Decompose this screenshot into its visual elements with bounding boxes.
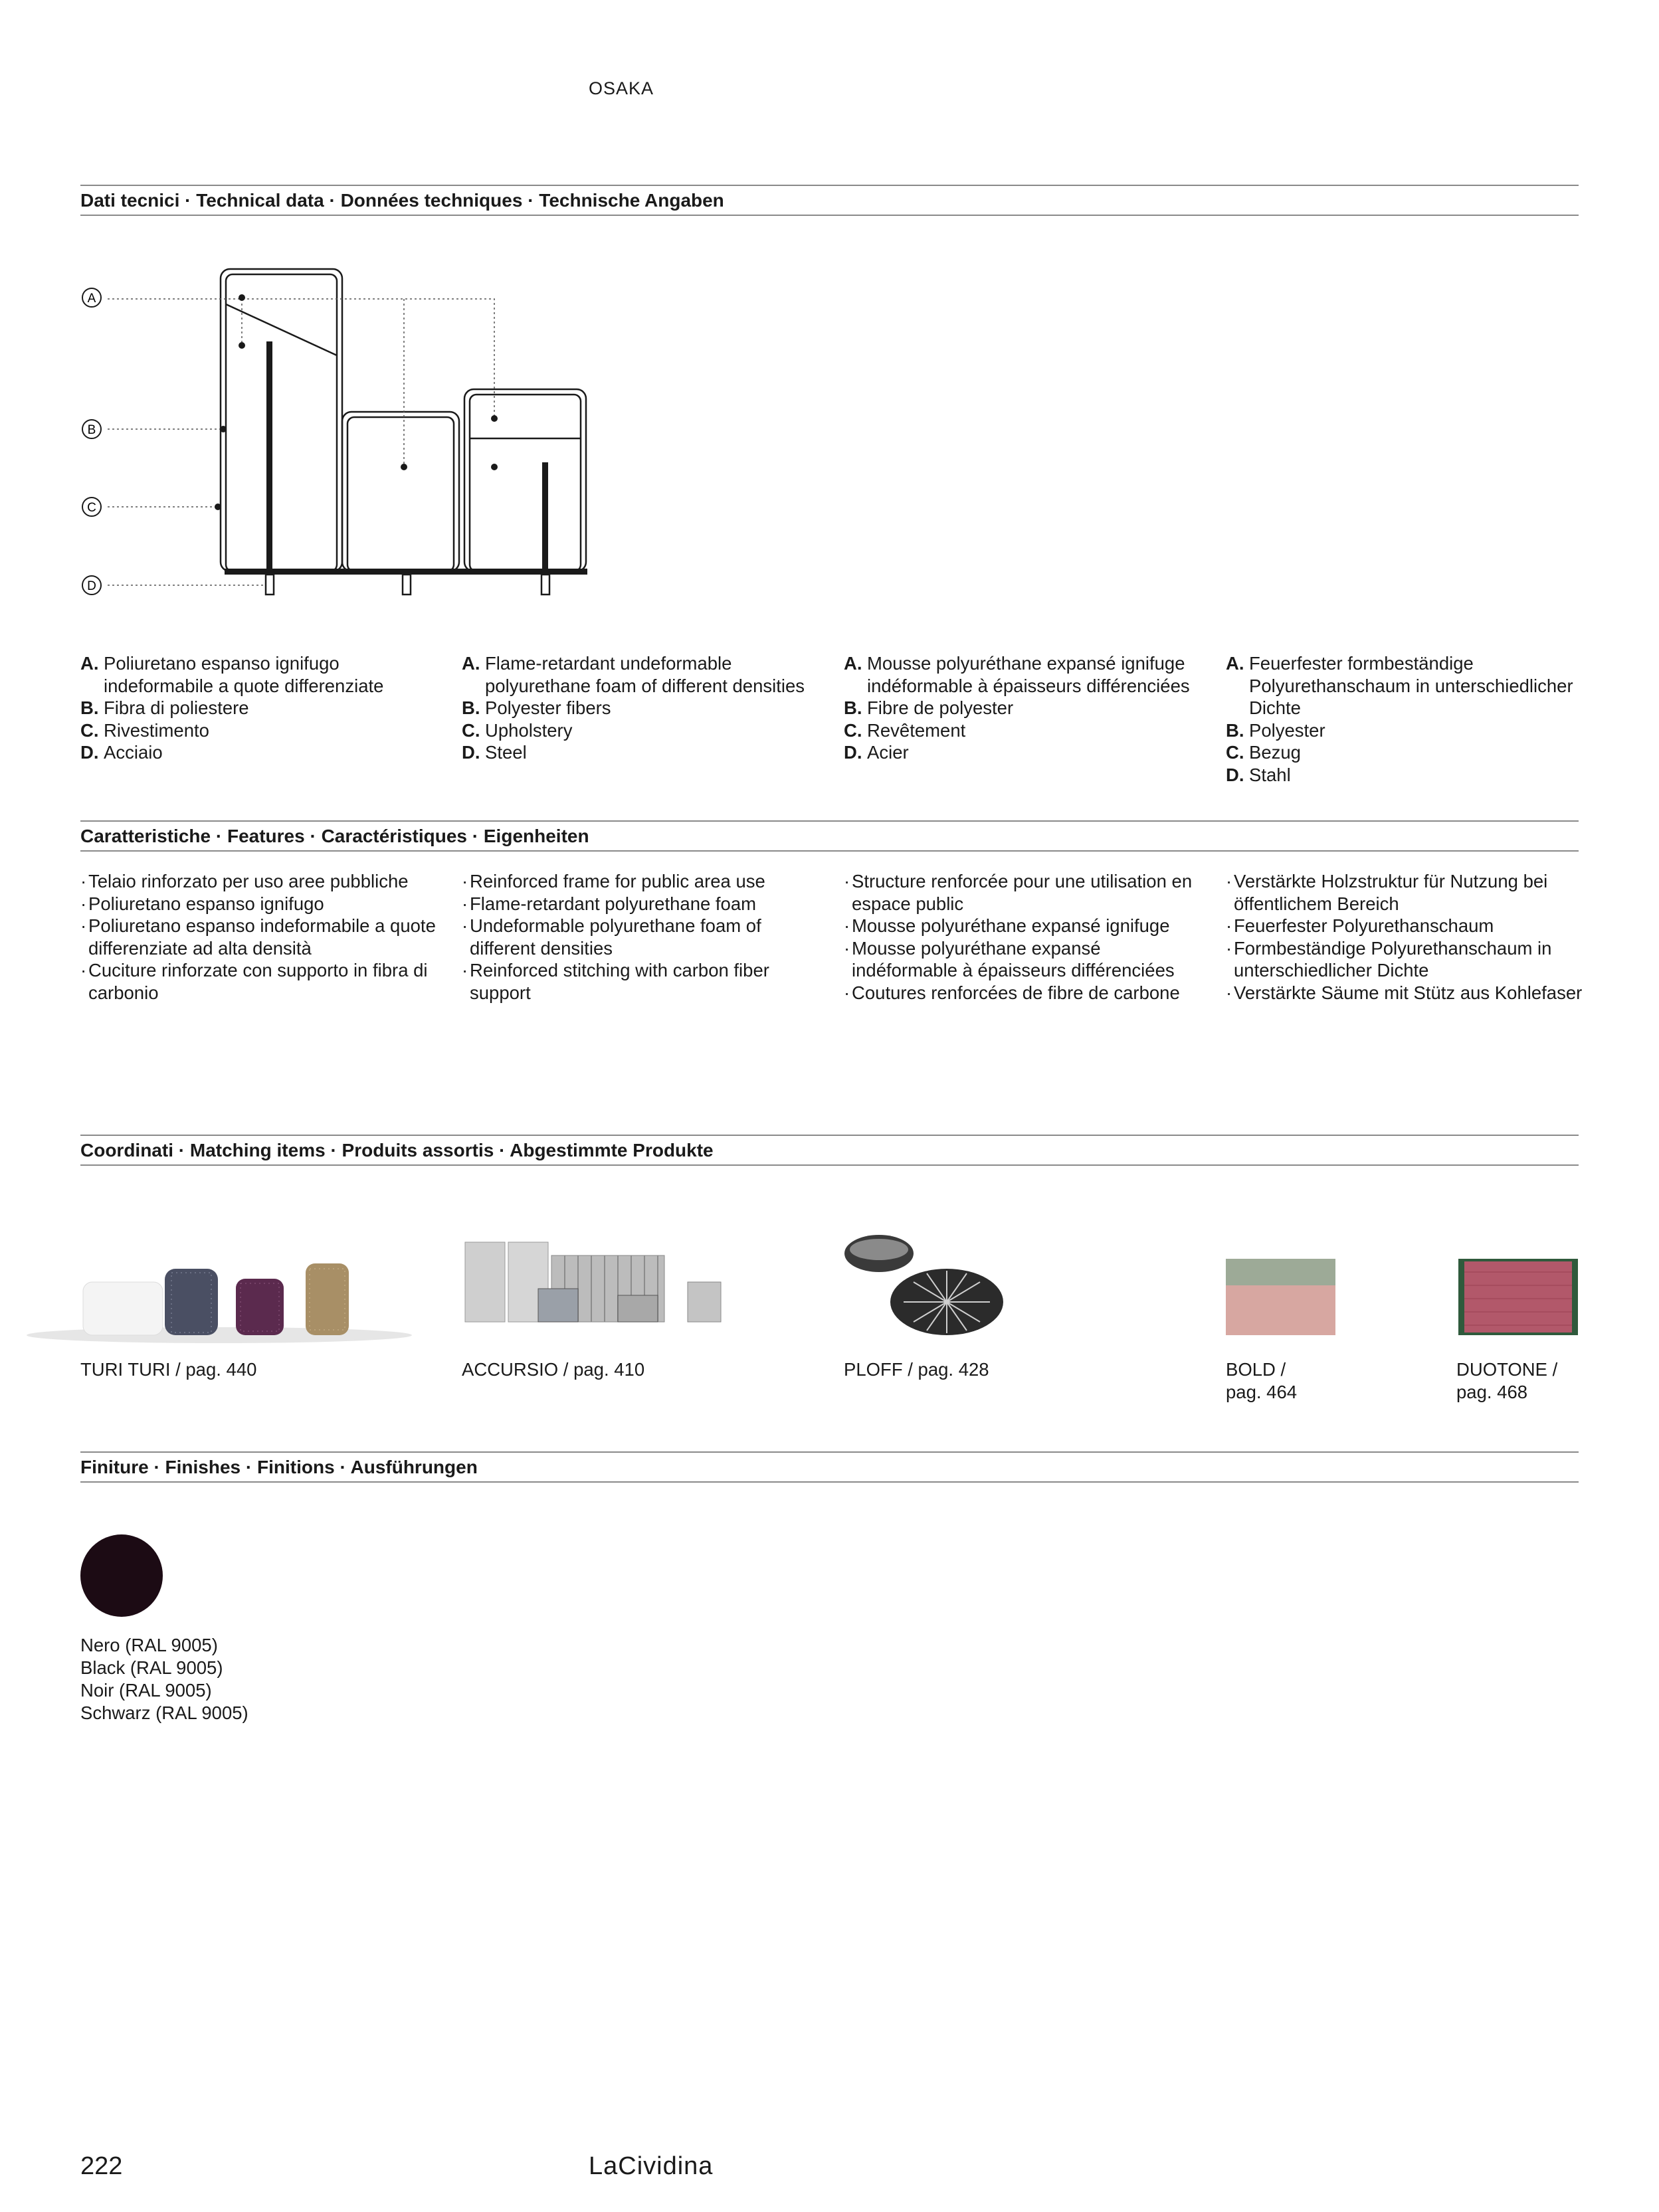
foot-middle (403, 575, 411, 595)
label-a: A (87, 292, 96, 306)
finish-line: Black (RAL 9005) (80, 1657, 223, 1678)
leader-a (108, 299, 494, 418)
feature-item: · Mousse polyuréthane expansé indéformable à épaisseurs différenciées (844, 937, 1203, 982)
legend-item: D. Acier (844, 742, 909, 763)
foot-left (266, 575, 274, 595)
feature-item: · Coutures renforcées de fibre de carbone (844, 982, 1203, 1004)
point-a2 (239, 342, 245, 349)
legend-column-de (1226, 652, 1585, 786)
finish-line: Nero (RAL 9005) (80, 1635, 218, 1655)
foot-right (541, 575, 549, 595)
label-b: B (87, 423, 96, 437)
legend-item: B. Fibre de polyester (844, 697, 1014, 718)
section-rule-top (80, 820, 1579, 822)
duotone-image[interactable] (1455, 1252, 1581, 1338)
legend-column-fr (844, 652, 1203, 764)
legend-item: C. Rivestimento (80, 719, 209, 741)
page-number: 222 (80, 2152, 123, 2180)
point-a3 (401, 464, 407, 470)
finish-line: Noir (RAL 9005) (80, 1680, 212, 1701)
features-column-de (1226, 870, 1585, 1004)
features-column-fr (844, 870, 1203, 1004)
legend-item: B. Polyester fibers (462, 697, 611, 718)
steel-bar-right (542, 462, 548, 574)
middle-panel-outer (342, 412, 459, 571)
legend-item: C. Bezug (1226, 742, 1301, 763)
middle-panel-inner (347, 417, 454, 571)
legend-item: C. Revêtement (844, 719, 966, 741)
section-rule-top (80, 1135, 1579, 1136)
caption-line: pag. 468 (1456, 1382, 1528, 1402)
label-c: C (87, 501, 96, 515)
feature-item: · Undeformable polyurethane foam of different densities (462, 915, 821, 959)
feature-item: · Cuciture rinforzate con supporto in fibra di carbonio (80, 959, 439, 1004)
technical-data-title: Dati tecnici · Technical data · Données techniques · Technische Angaben (80, 190, 724, 211)
section-rule-bottom (80, 1164, 1579, 1166)
section-rule-top (80, 1451, 1579, 1453)
feature-item: · Poliuretano espanso indeformabile a quote differenziate ad alta densità (80, 915, 439, 959)
feature-item: · Verstärkte Säume mit Stütz aus Kohlefaser (1226, 982, 1585, 1004)
section-rule-bottom (80, 850, 1579, 852)
caption-line: pag. 464 (1226, 1382, 1298, 1402)
bold-image[interactable] (1219, 1252, 1339, 1338)
matching-link-accursio[interactable]: ACCURSIO / pag. 410 (462, 1359, 645, 1380)
features-column-en (462, 870, 821, 1004)
feature-item: · Telaio rinforzato per uso aree pubbliche (80, 870, 439, 893)
finishes-title: Finiture · Finishes · Finitions · Ausführungen (80, 1457, 478, 1477)
legend-item: D. Stahl (1226, 764, 1291, 785)
feature-item: · Flame-retardant polyurethane foam (462, 893, 821, 915)
legend-item: A. Mousse polyuréthane expansé ignifuge indéformable à épaisseurs différenciées (844, 653, 1190, 696)
feature-item: · Reinforced frame for public area use (462, 870, 821, 893)
section-rule-bottom (80, 215, 1579, 216)
legend-item: B. Fibra di poliestere (80, 697, 249, 718)
caption-line: BOLD / (1226, 1359, 1286, 1380)
matching-link-turi-turi[interactable]: TURI TURI / pag. 440 (80, 1359, 257, 1380)
feature-item: · Formbeständige Polyurethanschaum in unterschiedlicher Dichte (1226, 937, 1585, 982)
matching-link-bold[interactable] (1226, 1358, 1297, 1404)
legend-column-it (80, 652, 439, 764)
turi-turi-image[interactable] (20, 1249, 432, 1348)
feature-item: · Verstärkte Holzstruktur für Nutzung bei öffentlichem Bereich (1226, 870, 1585, 915)
finish-swatch-black[interactable] (80, 1534, 163, 1617)
legend-item: A. Poliuretano espanso ignifugo indeformabile a quote differenziate (80, 653, 384, 696)
point-c (215, 504, 221, 510)
features-column-it (80, 870, 439, 1004)
legend-item: A. Flame-retardant undeformable polyurethane foam of different densities (462, 653, 805, 696)
feature-item: · Feuerfester Polyurethanschaum (1226, 915, 1585, 937)
right-panel-outer (464, 389, 586, 571)
caption-line: DUOTONE / (1456, 1359, 1558, 1380)
accursio-image[interactable] (458, 1236, 731, 1335)
point-a5 (491, 464, 498, 470)
matching-title: Coordinati · Matching items · Produits assortis · Abgestimmte Produkte (80, 1140, 714, 1160)
matching-link-ploff[interactable]: PLOFF / pag. 428 (844, 1359, 989, 1380)
brand-name: LaCividina (589, 2152, 714, 2180)
finish-line: Schwarz (RAL 9005) (80, 1703, 248, 1723)
section-rule-top (80, 185, 1579, 186)
point-b (220, 426, 227, 432)
legend-item: D. Acciaio (80, 742, 163, 763)
page-header-title: OSAKA (589, 78, 654, 98)
feature-item: · Mousse polyuréthane expansé ignifuge (844, 915, 1203, 937)
point-a1 (239, 294, 245, 301)
tall-panel-inner (226, 274, 337, 571)
matching-link-duotone[interactable] (1456, 1358, 1557, 1404)
legend-item: B. Polyester (1226, 719, 1325, 741)
legend-item: C. Upholstery (462, 719, 573, 741)
legend-item: A. Feuerfester formbeständige Polyurethanschaum in unterschiedlicher Dichte (1226, 653, 1573, 718)
tall-panel-outer (221, 269, 342, 571)
section-rule-bottom (80, 1481, 1579, 1483)
feature-item: · Structure renforcée pour une utilisation en espace public (844, 870, 1203, 915)
steel-bar-left (266, 341, 272, 574)
point-a4 (491, 415, 498, 422)
legend-item: D. Steel (462, 742, 527, 763)
finish-description (80, 1634, 248, 1724)
technical-drawing (73, 259, 598, 604)
label-d: D (87, 579, 96, 593)
ploff-image[interactable] (840, 1232, 1020, 1338)
feature-item: · Poliuretano espanso ignifugo (80, 893, 439, 915)
features-title: Caratteristiche · Features · Caractéristiques · Eigenheiten (80, 826, 589, 846)
right-panel-inner (470, 395, 581, 571)
feature-item: · Reinforced stitching with carbon fiber support (462, 959, 821, 1004)
legend-column-en (462, 652, 821, 764)
steel-base (225, 569, 587, 575)
